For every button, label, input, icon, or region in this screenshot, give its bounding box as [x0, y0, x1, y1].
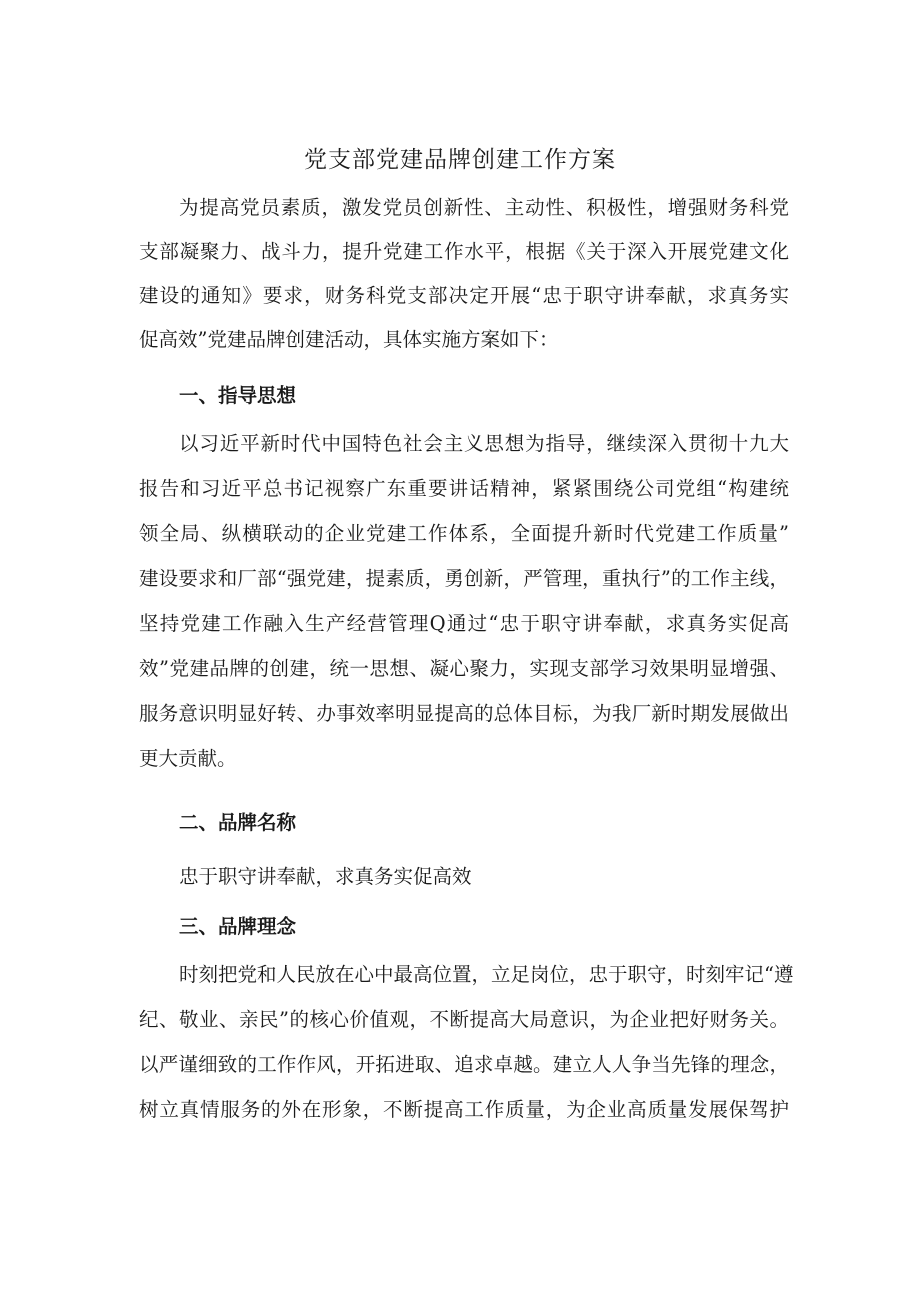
body-line: 树立真情服务的外在形象，不断提高工作质量，为企业高质量发展保驾护	[139, 1098, 789, 1121]
body-line: 以严谨细致的工作作风，开拓进取、追求卓越。建立人人争当先锋的理念，	[139, 1053, 789, 1076]
document-title: 党支部党建品牌创建工作方案	[304, 147, 616, 173]
section-heading-brand-name: 二、品牌名称	[179, 811, 297, 834]
section-heading-guiding-thought: 一、指导思想	[179, 384, 297, 407]
body-line: 建设要求和厂部“强党建，提素质，勇创新，严管理，重执行”的工作主线，	[139, 567, 789, 590]
intro-line: 支部凝聚力、战斗力，提升党建工作水平，根据《关于深入开展党建文化	[139, 240, 789, 263]
body-line: 报告和习近平总书记视察广东重要讲话精神，紧紧围绕公司党组“构建统	[139, 477, 789, 500]
intro-line: 促高效”党建品牌创建活动，具体实施方案如下：	[139, 328, 559, 351]
body-line: 以习近平新时代中国特色社会主义思想为指导，继续深入贯彻十九大	[179, 432, 789, 455]
section-heading-brand-concept: 三、品牌理念	[179, 915, 297, 938]
brand-name-text: 忠于职守讲奉献，求真务实促高效	[179, 865, 472, 888]
body-line: 坚持党建工作融入生产经营管理Q通过“忠于职守讲奉献，求真务实促高	[139, 612, 789, 635]
body-line: 时刻把党和人民放在心中最高位置，立足岗位，忠于职守，时刻牢记“遵	[179, 963, 794, 986]
body-line: 更大贡献。	[139, 747, 237, 770]
body-line: 服务意识明显好转、办事效率明显提高的总体目标，为我厂新时期发展做出	[139, 702, 789, 725]
body-line: 纪、敬业、亲民”的核心价值观，不断提高大局意识，为企业把好财务关。	[139, 1008, 789, 1031]
intro-line: 建设的通知》要求，财务科党支部决定开展“忠于职守讲奉献，求真务实	[139, 284, 789, 307]
body-line: 领全局、纵横联动的企业党建工作体系，全面提升新时代党建工作质量”	[139, 522, 789, 545]
intro-line: 为提高党员素质，激发党员创新性、主动性、积极性，增强财务科党	[179, 196, 789, 219]
body-line: 效”党建品牌的创建，统一思想、凝心聚力，实现支部学习效果明显增强、	[139, 657, 789, 680]
